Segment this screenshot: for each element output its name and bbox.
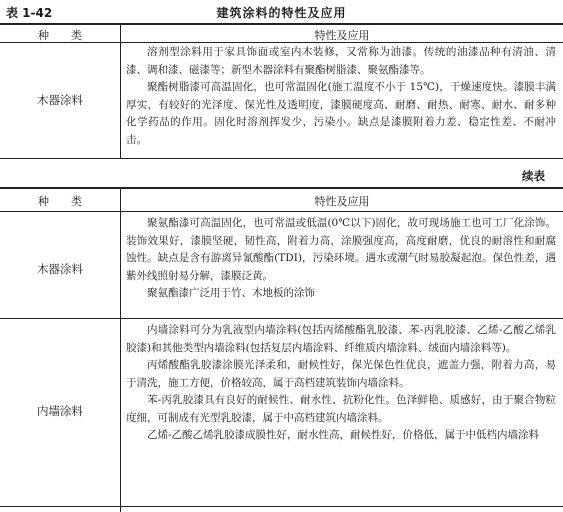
continued-column-divider (120, 188, 121, 512)
kind-cell: 木器涂料 (37, 93, 83, 107)
continued-features-header: 特性及应用 (314, 195, 370, 208)
continued-kind-header: 种 类 (38, 195, 82, 208)
header-rule (0, 42, 563, 43)
features-cell (126, 215, 556, 303)
paragraph: 聚氨酯漆可高温固化，也可常温或低温(0℃以下)固化，故可现场施工也可工厂化涂饰。装饰效果好，漆膜坚硬，韧性高，附着力高，涂膜强度高，高度耐磨，优良的耐溶性和耐腐蚀性。缺点是含有游离异氰酸酯(TDI)，污染环境。遇水或潮气时易胶凝起泡。保色性差，遇紫外线照射易分解，漆膜泛黄。 (126, 217, 556, 282)
continued-label: 续表 (522, 169, 545, 183)
table-title: 建筑涂料的特性及应用 (216, 6, 347, 20)
paragraph: 内墙涂料可分为乳液型内墙涂料(包括丙烯酸酯乳胶漆、苯-丙乳胶漆、乙烯-乙酸乙烯乳胶漆)和其他类型内墙涂料(包括复层内墙涂料、纤维质内墙涂料、绒面内墙涂料等)。 (126, 324, 556, 354)
column-divider (120, 24, 121, 158)
features-cell (126, 44, 556, 149)
paragraph: 溶剂型涂料用于家具饰面或室内木装修，又常称为油漆。传统的油漆品种有清油、清漆、调和漆、磁漆等；新型木器涂料有聚酯树脂漆、聚氨酯漆等。 (126, 46, 556, 76)
paragraph: 聚酯树脂漆可高温固化，也可常温固化(施工温度不小于 15℃)，干燥速度快。漆膜丰满厚实，有较好的光泽度、保光性及透明度，漆膜硬度高、耐磨、耐热、耐寒、耐水、耐多种化学药品的作用。固化时溶剂挥发少，污染小。缺点是漆膜附着力差、稳定性差、不耐冲击。 (126, 81, 556, 146)
kind-cell: 木器涂料 (37, 262, 83, 276)
paragraph: 乙烯-乙酸乙烯乳胶漆成膜性好，耐水性高，耐候性好，价格低，属于中低档内墙涂料 (147, 429, 540, 441)
kind-column-header: 种 类 (38, 29, 82, 42)
table-bottom-rule (0, 158, 563, 159)
table-top-rule (0, 23, 563, 25)
paragraph: 丙烯酸酯乳胶漆涂膜光泽柔和，耐候性好，保光保色性优良，遮盖力强，附着力高，易于清洗，施工方便，价格较高，属于高档建筑装饰内墙涂料。 (126, 359, 556, 389)
paragraph: 聚氨酯漆广泛用于竹、木地板的涂饰 (147, 287, 315, 299)
features-cell (126, 322, 556, 445)
table-number: 表 1-42 (6, 6, 53, 20)
paragraph: 苯-丙乳胶漆具有良好的耐候性、耐水性、抗粉化性。色泽鲜艳、质感好，由于聚合物粒度细，可制成有光型乳胶漆，属于中高档建筑内墙涂料。 (126, 394, 556, 424)
kind-cell: 内墙涂料 (37, 404, 83, 418)
row-rule (0, 318, 563, 319)
continued-header-rule (0, 211, 563, 212)
row-rule (0, 506, 563, 507)
features-column-header: 特性及应用 (314, 29, 370, 42)
continued-top-rule (0, 187, 563, 189)
